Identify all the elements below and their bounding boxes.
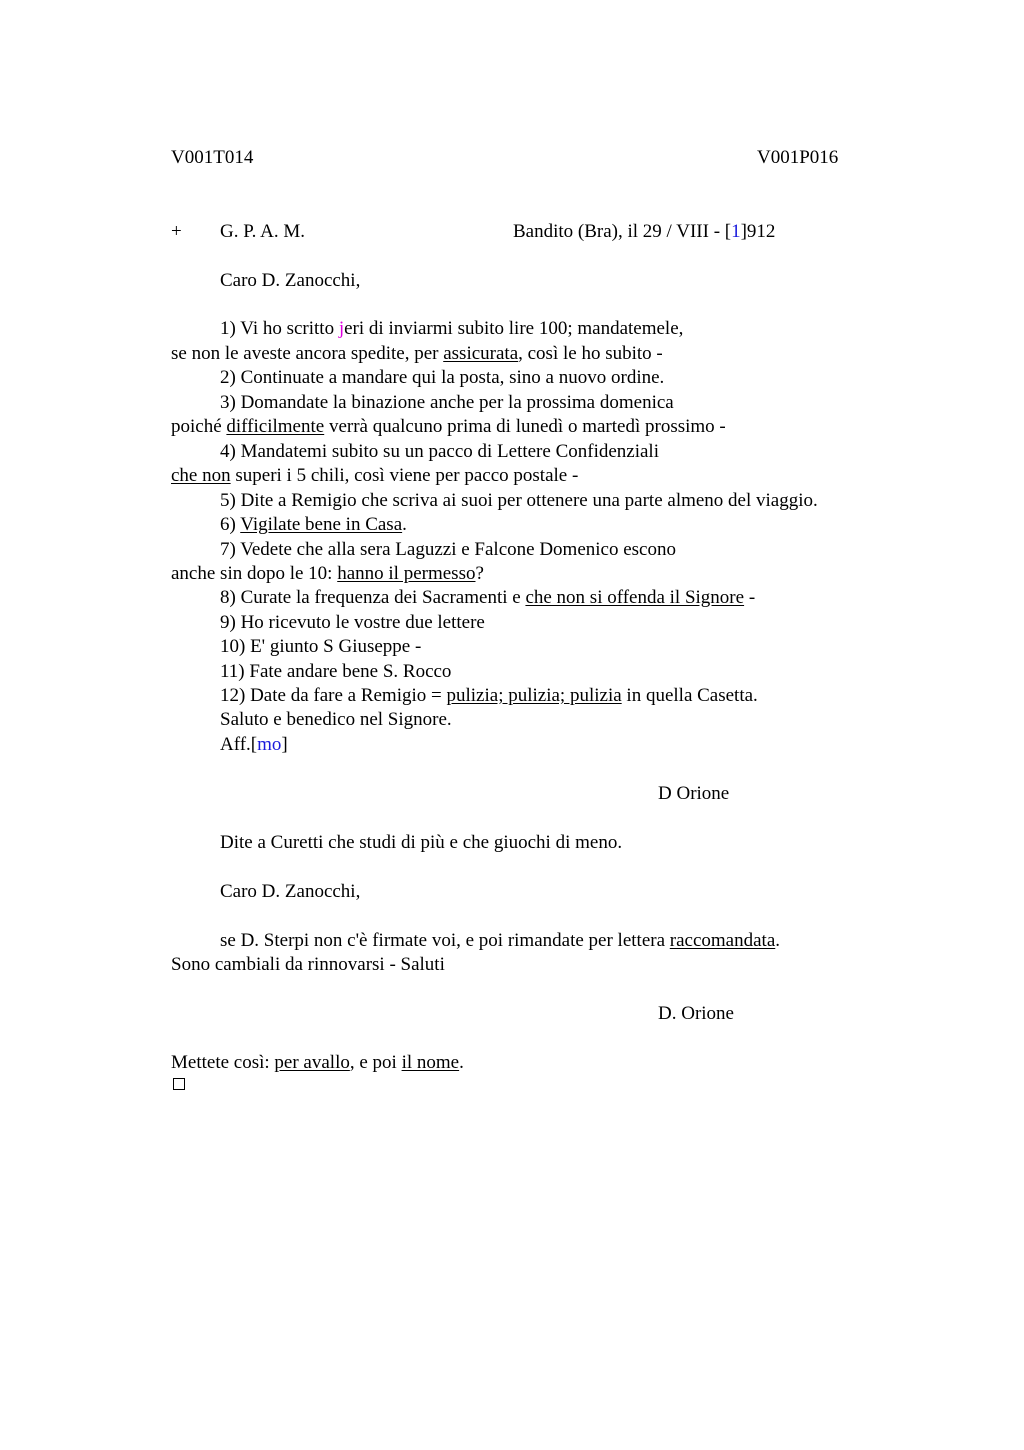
item-7-continuation: anche sin dopo le 10: hanno il permesso? bbox=[171, 563, 484, 584]
item-8: 8) Curate la frequenza dei Sacramenti e che non si offenda il Signore - bbox=[220, 587, 756, 608]
item-1-continuation: se non le aveste ancora spedite, per assicurata, così le ho subito - bbox=[171, 343, 663, 364]
editorial-correction: j bbox=[338, 318, 345, 339]
item-3-continuation: poiché difficilmente verrà qualcuno prima di lunedì o martedì prossimo - bbox=[171, 416, 726, 437]
cross-mark: + bbox=[171, 221, 182, 242]
item-9: 9) Ho ricevuto le vostre due lettere bbox=[220, 612, 485, 633]
editorial-insert: mo bbox=[257, 734, 282, 755]
item-3: 3) Domandate la binazione anche per la prossima domenica bbox=[220, 392, 674, 413]
item-4: 4) Mandatemi subito su un pacco di Lettere Confidenziali bbox=[220, 441, 659, 462]
signature: D Orione bbox=[658, 783, 730, 804]
item-7: 7) Vedete che alla sera Laguzzi e Falcone Domenico escono bbox=[220, 539, 676, 560]
second-note-line-1: se D. Sterpi non c'è firmate voi, e poi rimandate per lettera raccomandata. bbox=[220, 930, 780, 951]
affectionate-closing: Aff.[mo] bbox=[220, 734, 288, 755]
salutation: Caro D. Zanocchi, bbox=[220, 270, 361, 291]
signature-second: D. Orione bbox=[658, 1003, 734, 1024]
final-note: Mettete così: per avallo, e poi il nome. bbox=[171, 1052, 464, 1073]
item-5: 5) Dite a Remigio che scriva ai suoi per ottenere una parte almeno del viaggio. bbox=[220, 490, 818, 511]
document-code-left: V001T014 bbox=[171, 147, 254, 168]
place-date: Bandito (Bra), il 29 / VIII - [1]912 bbox=[513, 221, 776, 242]
salutation-second: Caro D. Zanocchi, bbox=[220, 881, 361, 902]
end-square-marker bbox=[173, 1078, 185, 1090]
item-10: 10) E' giunto S Giuseppe - bbox=[220, 636, 422, 657]
postscript: Dite a Curetti che studi di più e che giuochi di meno. bbox=[220, 832, 623, 853]
item-11: 11) Fate andare bene S. Rocco bbox=[220, 661, 452, 682]
closing: Saluto e benedico nel Signore. bbox=[220, 709, 452, 730]
item-4-continuation: che non superi i 5 chili, così viene per pacco postale - bbox=[171, 465, 579, 486]
document-code-right: V001P016 bbox=[757, 147, 839, 168]
item-12: 12) Date da fare a Remigio = pulizia; pulizia; pulizia in quella Casetta. bbox=[220, 685, 758, 706]
editorial-insert: 1 bbox=[731, 221, 741, 242]
item-2: 2) Continuate a mandare qui la posta, sino a nuovo ordine. bbox=[220, 367, 665, 388]
item-6: 6) Vigilate bene in Casa. bbox=[220, 514, 407, 535]
letter-initials: G. P. A. M. bbox=[220, 221, 305, 242]
second-note-line-2: Sono cambiali da rinnovarsi - Saluti bbox=[171, 954, 445, 975]
item-1: 1) Vi ho scritto jeri di inviarmi subito lire 100; mandatemele, bbox=[220, 318, 684, 339]
